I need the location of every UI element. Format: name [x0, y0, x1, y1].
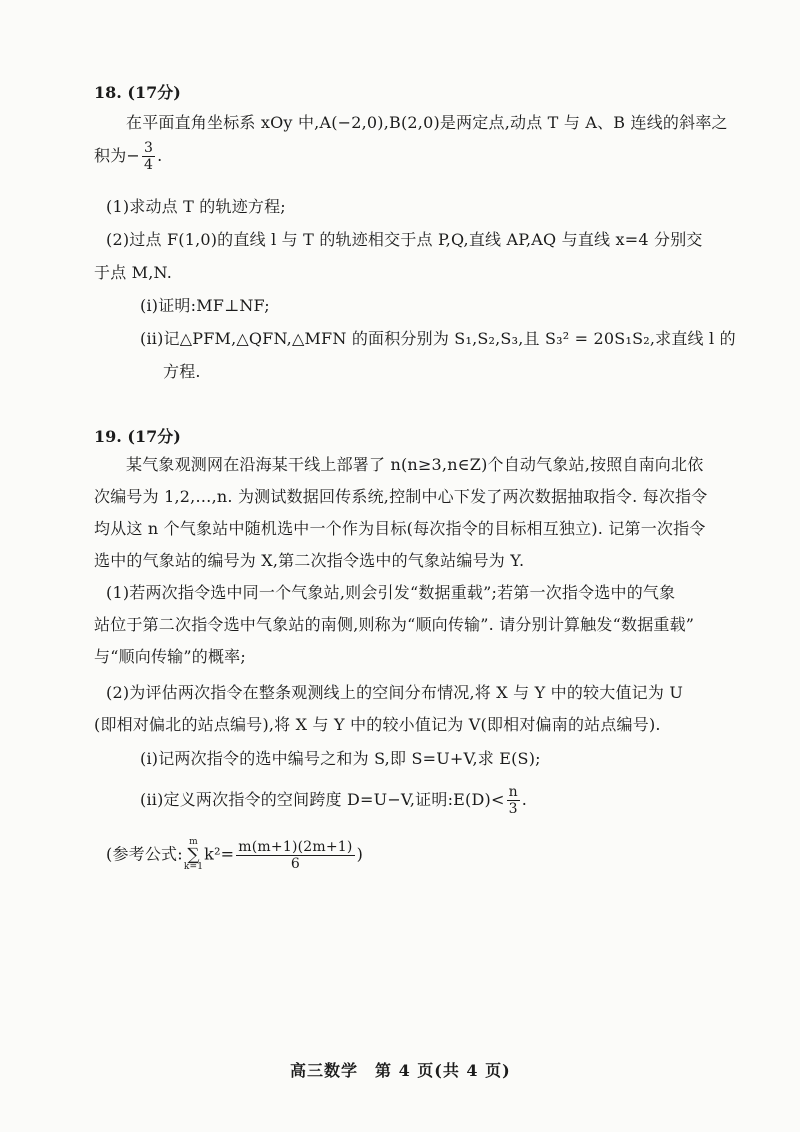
page-footer: 高三数学 第 4 页(共 4 页) — [290, 1061, 511, 1080]
ref-fraction-den: 6 — [290, 855, 300, 872]
q19-part1-line2: 站位于第二次指令选中气象站的南侧,则称为“顺向传输”. 请分别计算触发“数据重载” — [94, 615, 695, 634]
q18-fraction — [142, 140, 155, 173]
q18-sub-ii-line2: 方程. — [163, 362, 201, 381]
q19-sub-ii-fraction-den: 3 — [508, 801, 518, 817]
q18-header: 18. (17分) — [94, 83, 181, 102]
q18-part1: (1)求动点 T 的轨迹方程; — [106, 197, 286, 216]
q18-stem-line2 — [94, 140, 162, 173]
q19-stem-line4: 选中的气象站的编号为 X,第二次指令选中的气象站编号为 Y. — [94, 551, 525, 570]
ref-fraction — [236, 839, 354, 872]
q19-stem-line1: 某气象观测网在沿海某干线上部署了 n(n≥3,n∈Z)个自动气象站,按照自南向北依 — [126, 455, 704, 474]
ref-term: k²= — [204, 844, 235, 864]
q19-sub-i: (i)记两次指令的选中编号之和为 S,即 S=U+V,求 E(S); — [140, 749, 541, 768]
q19-reference-formula — [106, 838, 363, 872]
q19-stem-line2: 次编号为 1,2,…,n. 为测试数据回传系统,控制中心下发了两次数据抽取指令. 每次指令 — [94, 487, 708, 506]
q19-sub-ii — [140, 784, 527, 817]
q18-fraction-den: 4 — [144, 157, 154, 173]
summation-symbol — [184, 838, 203, 872]
q18-sub-ii-line1: (ii)记△PFM,△QFN,△MFN 的面积分别为 S₁,S₂,S₃,且 S₃² = 20S₁S₂,求直线 l 的 — [140, 329, 736, 348]
q18-fraction-num: 3 — [144, 140, 154, 156]
q19-part2-line1: (2)为评估两次指令在整条观测线上的空间分布情况,将 X 与 Y 中的较大值记为 U — [106, 683, 684, 702]
q19-part1-line1: (1)若两次指令选中同一个气象站,则会引发“数据重载”;若第一次指令选中的气象 — [106, 583, 676, 602]
q18-stem-line2-prefix: 积为− — [94, 146, 141, 165]
ref-fraction-num: m(m+1)(2m+1) — [238, 838, 353, 855]
q18-part2-line2: 于点 M,N. — [94, 263, 173, 282]
sigma-sign: ∑ — [187, 845, 200, 865]
q18-stem-line2-suffix: . — [157, 146, 163, 165]
ref-suffix: ) — [356, 844, 364, 864]
sum-upper-limit: m — [189, 837, 198, 847]
q18-sub-i: (i)证明:MF⊥NF; — [140, 296, 270, 315]
q19-sub-ii-fraction — [507, 784, 520, 817]
q18-stem-line1: 在平面直角坐标系 xOy 中,A(−2,0),B(2,0)是两定点,动点 T 与 A、B 连线的斜率之 — [126, 113, 728, 132]
q19-stem-line3: 均从这 n 个气象站中随机选中一个作为目标(每次指令的目标相互独立). 记第一次指令 — [94, 519, 706, 538]
q19-part2-line2: (即相对偏北的站点编号),将 X 与 Y 中的较小值记为 V(即相对偏南的站点编号). — [94, 715, 661, 734]
sum-lower-limit: k=1 — [183, 862, 204, 872]
q19-part1-line3: 与“顺向传输”的概率; — [94, 647, 246, 666]
q19-sub-ii-suffix: . — [521, 790, 528, 809]
q19-sub-ii-fraction-num: n — [508, 784, 518, 800]
ref-prefix: (参考公式: — [106, 844, 183, 864]
q19-sub-ii-prefix: (ii)定义两次指令的空间跨度 D=U−V,证明:E(D)< — [140, 790, 505, 809]
q18-part2-line1: (2)过点 F(1,0)的直线 l 与 T 的轨迹相交于点 P,Q,直线 AP,AQ 与直线 x=4 分别交 — [106, 230, 703, 249]
q19-header: 19. (17分) — [94, 427, 181, 446]
